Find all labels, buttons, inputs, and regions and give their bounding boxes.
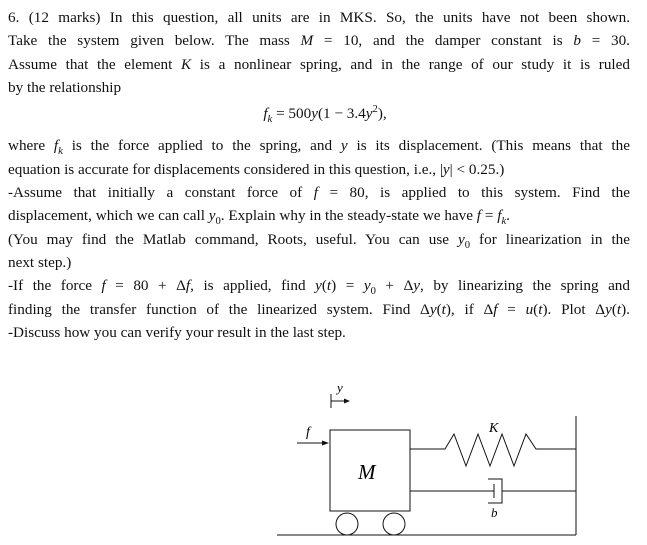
question-line-5: where $f_k$ is the force applied to the spring, and y is its displacement. (This means that the — [8, 137, 630, 158]
question-line-2: Take the system given below. The mass M = 10, and the damper constant is b = 30. — [8, 32, 630, 50]
question-line-4: by the relationship — [8, 78, 122, 96]
question-line-6: equation is accurate for displacements considered in this question, i.e., |y| < 0.25.) — [8, 160, 505, 178]
force-arrowhead-icon — [322, 441, 329, 446]
question-line-8: displacement, which we can call $y_0$. Explain why in the steady-state we have $f = f_k$. — [8, 207, 510, 228]
label-damper: b — [491, 505, 498, 520]
question-line-3: Assume that the element K is a nonlinear spring, and in the range of our study it is ruled — [8, 55, 630, 73]
label-spring: K — [489, 421, 499, 436]
question-line-10: next step.) — [8, 253, 72, 271]
question-line-7: -Assume that initially a constant force of f = 80, is applied to this system. Find the — [8, 184, 630, 202]
spring-equation: $f_k = 500y(1 - 3.4y^2)$, — [263, 104, 387, 126]
question-line-9: (You may find the Matlab command, Roots, useful. You can use $y_0$ for linearization in the — [8, 230, 630, 251]
question-line-11: -If the force f = 80 + Δf, is applied, find $y(t) = y_0 + \Delta y$, by linearizing the spring and — [8, 277, 630, 298]
question-line-13: -Discuss how you can verify your result in the last step. — [8, 323, 346, 341]
spring-icon — [410, 434, 576, 466]
label-f: f — [306, 425, 310, 440]
label-y: y — [337, 380, 343, 395]
question-line-1: 6. (12 marks) In this question, all units are in MKS. So, the units have not been shown. — [8, 9, 630, 26]
wheel-right-icon — [383, 513, 405, 535]
y-arrowhead-icon — [344, 399, 350, 404]
label-mass: M — [358, 460, 376, 484]
question-line-12: finding the transfer function of the linearized system. Find Δy(t), if Δf = u(t). Plot Δy(t). — [8, 300, 630, 318]
wheel-left-icon — [336, 513, 358, 535]
